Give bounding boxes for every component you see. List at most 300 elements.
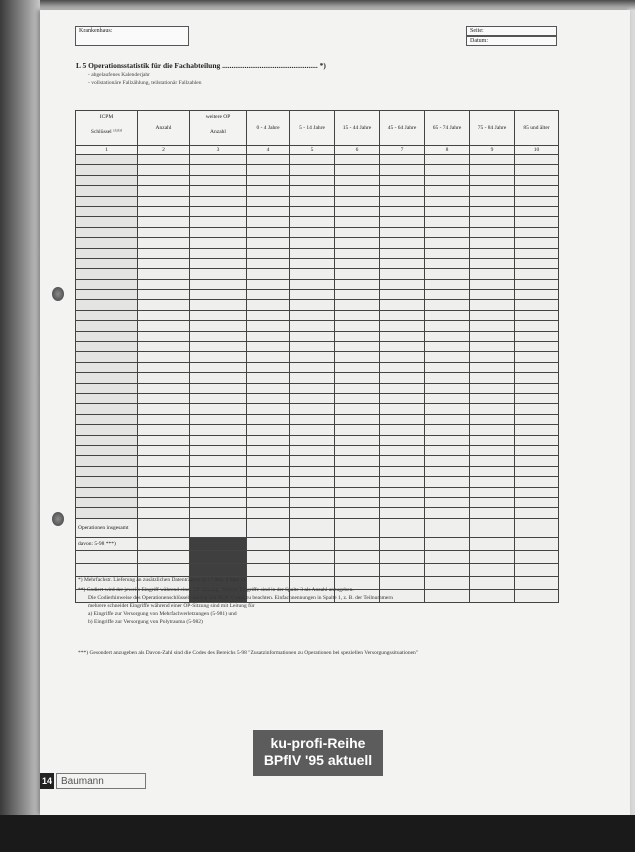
table-cell[interactable] xyxy=(76,300,138,310)
table-cell[interactable] xyxy=(76,279,138,289)
table-cell[interactable] xyxy=(470,155,515,165)
table-cell[interactable] xyxy=(138,196,190,206)
table-cell[interactable] xyxy=(138,435,190,445)
table-cell[interactable] xyxy=(138,279,190,289)
table-cell[interactable] xyxy=(290,414,335,424)
table-cell[interactable] xyxy=(515,290,559,300)
table-cell[interactable] xyxy=(380,290,425,300)
table-cell[interactable] xyxy=(76,425,138,435)
table-cell[interactable] xyxy=(425,477,470,487)
table-cell[interactable] xyxy=(515,196,559,206)
table-cell[interactable] xyxy=(515,537,559,550)
table-cell[interactable] xyxy=(335,248,380,258)
table-cell[interactable] xyxy=(335,300,380,310)
table-cell[interactable] xyxy=(290,279,335,289)
table-cell[interactable] xyxy=(515,342,559,352)
table-cell[interactable] xyxy=(190,290,247,300)
table-cell[interactable] xyxy=(380,537,425,550)
table-cell[interactable] xyxy=(247,206,290,216)
table-cell[interactable] xyxy=(290,196,335,206)
table-cell[interactable] xyxy=(290,269,335,279)
table-cell[interactable] xyxy=(335,435,380,445)
table-cell[interactable] xyxy=(335,155,380,165)
table-cell[interactable] xyxy=(190,404,247,414)
table-cell[interactable] xyxy=(425,331,470,341)
table-cell[interactable] xyxy=(425,576,470,589)
table-cell[interactable] xyxy=(335,383,380,393)
table-cell[interactable] xyxy=(76,362,138,372)
table-cell[interactable] xyxy=(190,279,247,289)
table-cell[interactable] xyxy=(515,352,559,362)
table-cell[interactable] xyxy=(290,290,335,300)
table-cell[interactable] xyxy=(425,404,470,414)
table-cell[interactable] xyxy=(247,300,290,310)
table-cell[interactable] xyxy=(290,456,335,466)
table-cell[interactable] xyxy=(380,445,425,455)
table-cell[interactable] xyxy=(425,373,470,383)
table-cell[interactable] xyxy=(425,487,470,497)
table-cell[interactable] xyxy=(425,352,470,362)
table-cell[interactable] xyxy=(138,445,190,455)
table-cell[interactable] xyxy=(290,310,335,320)
table-cell[interactable] xyxy=(380,404,425,414)
table-cell[interactable] xyxy=(335,258,380,268)
table-cell[interactable] xyxy=(290,258,335,268)
table-cell[interactable] xyxy=(76,165,138,175)
table-cell[interactable] xyxy=(470,186,515,196)
table-cell[interactable] xyxy=(247,290,290,300)
table-cell[interactable] xyxy=(76,487,138,497)
table-cell[interactable] xyxy=(470,206,515,216)
table-cell[interactable] xyxy=(190,217,247,227)
table-cell[interactable] xyxy=(190,445,247,455)
table-cell[interactable] xyxy=(335,186,380,196)
table-cell[interactable] xyxy=(247,435,290,445)
table-cell[interactable] xyxy=(138,404,190,414)
table-cell[interactable] xyxy=(470,269,515,279)
table-cell[interactable] xyxy=(515,576,559,589)
table-cell[interactable] xyxy=(470,248,515,258)
table-cell[interactable] xyxy=(290,321,335,331)
table-cell[interactable] xyxy=(247,342,290,352)
table-cell[interactable] xyxy=(515,175,559,185)
table-cell[interactable] xyxy=(190,373,247,383)
table-cell[interactable] xyxy=(290,362,335,372)
table-cell[interactable] xyxy=(190,362,247,372)
table-cell[interactable] xyxy=(335,477,380,487)
table-cell[interactable] xyxy=(425,238,470,248)
table-cell[interactable] xyxy=(190,238,247,248)
table-cell[interactable] xyxy=(515,186,559,196)
table-cell[interactable] xyxy=(515,248,559,258)
table-cell[interactable] xyxy=(290,537,335,550)
table-cell[interactable] xyxy=(247,456,290,466)
table-cell[interactable] xyxy=(76,342,138,352)
table-cell[interactable] xyxy=(190,196,247,206)
table-cell[interactable] xyxy=(380,186,425,196)
table-cell[interactable] xyxy=(247,155,290,165)
table-cell[interactable] xyxy=(76,175,138,185)
table-cell[interactable] xyxy=(425,537,470,550)
table-cell[interactable] xyxy=(335,563,380,576)
table-cell[interactable] xyxy=(470,435,515,445)
table-cell[interactable] xyxy=(290,165,335,175)
table-cell[interactable] xyxy=(515,550,559,563)
table-cell[interactable] xyxy=(425,290,470,300)
table-cell[interactable] xyxy=(335,393,380,403)
table-cell[interactable] xyxy=(247,383,290,393)
table-cell[interactable] xyxy=(425,362,470,372)
table-cell[interactable] xyxy=(290,466,335,476)
table-cell[interactable] xyxy=(470,217,515,227)
table-cell[interactable] xyxy=(190,466,247,476)
table-cell[interactable] xyxy=(190,321,247,331)
table-cell[interactable] xyxy=(138,362,190,372)
table-cell[interactable] xyxy=(425,321,470,331)
table-cell[interactable] xyxy=(470,342,515,352)
table-cell[interactable] xyxy=(425,435,470,445)
table-cell[interactable] xyxy=(335,518,380,537)
table-cell[interactable] xyxy=(190,383,247,393)
table-cell[interactable] xyxy=(380,435,425,445)
table-cell[interactable] xyxy=(470,331,515,341)
table-cell[interactable] xyxy=(76,466,138,476)
table-cell[interactable] xyxy=(76,331,138,341)
table-cell[interactable] xyxy=(380,487,425,497)
table-cell[interactable] xyxy=(247,466,290,476)
table-cell[interactable] xyxy=(425,445,470,455)
table-cell[interactable] xyxy=(138,248,190,258)
table-cell[interactable] xyxy=(290,206,335,216)
table-cell[interactable] xyxy=(425,300,470,310)
table-cell[interactable] xyxy=(425,518,470,537)
table-cell[interactable] xyxy=(380,477,425,487)
table-cell[interactable] xyxy=(190,518,247,537)
hospital-field[interactable] xyxy=(75,26,189,46)
table-cell[interactable] xyxy=(76,248,138,258)
table-cell[interactable] xyxy=(380,331,425,341)
table-cell[interactable] xyxy=(515,321,559,331)
table-cell[interactable] xyxy=(335,238,380,248)
table-cell[interactable] xyxy=(76,508,138,518)
table-cell[interactable] xyxy=(76,238,138,248)
table-cell[interactable] xyxy=(76,445,138,455)
table-cell[interactable] xyxy=(470,425,515,435)
table-cell[interactable] xyxy=(380,165,425,175)
table-cell[interactable] xyxy=(290,186,335,196)
table-cell[interactable] xyxy=(380,279,425,289)
table-cell[interactable] xyxy=(247,227,290,237)
table-cell[interactable] xyxy=(76,404,138,414)
table-cell[interactable] xyxy=(76,373,138,383)
table-cell[interactable] xyxy=(247,248,290,258)
table-cell[interactable] xyxy=(138,331,190,341)
table-cell[interactable] xyxy=(290,518,335,537)
table-cell[interactable] xyxy=(290,300,335,310)
table-cell[interactable] xyxy=(470,550,515,563)
table-cell[interactable] xyxy=(335,508,380,518)
table-cell[interactable] xyxy=(190,477,247,487)
table-cell[interactable] xyxy=(515,373,559,383)
table-cell[interactable] xyxy=(515,206,559,216)
table-cell[interactable] xyxy=(190,508,247,518)
table-cell[interactable] xyxy=(380,258,425,268)
table-cell[interactable] xyxy=(290,331,335,341)
table-cell[interactable] xyxy=(335,279,380,289)
table-cell[interactable] xyxy=(290,445,335,455)
table-cell[interactable] xyxy=(247,321,290,331)
table-cell[interactable] xyxy=(290,175,335,185)
table-cell[interactable] xyxy=(335,206,380,216)
table-cell[interactable] xyxy=(290,217,335,227)
table-cell[interactable] xyxy=(380,155,425,165)
table-cell[interactable] xyxy=(380,175,425,185)
table-cell[interactable] xyxy=(190,310,247,320)
table-cell[interactable] xyxy=(138,352,190,362)
table-cell[interactable] xyxy=(138,258,190,268)
table-cell[interactable] xyxy=(138,269,190,279)
table-cell[interactable] xyxy=(425,342,470,352)
table-cell[interactable] xyxy=(380,352,425,362)
table-cell[interactable] xyxy=(425,393,470,403)
table-cell[interactable] xyxy=(470,196,515,206)
table-cell[interactable] xyxy=(247,217,290,227)
table-cell[interactable] xyxy=(290,508,335,518)
table-cell[interactable] xyxy=(138,456,190,466)
table-cell[interactable] xyxy=(515,279,559,289)
table-cell[interactable] xyxy=(515,310,559,320)
table-cell[interactable] xyxy=(425,466,470,476)
table-cell[interactable] xyxy=(76,497,138,507)
table-cell[interactable] xyxy=(425,456,470,466)
table-cell[interactable] xyxy=(138,383,190,393)
table-cell[interactable] xyxy=(138,508,190,518)
table-cell[interactable] xyxy=(470,456,515,466)
table-cell[interactable] xyxy=(290,477,335,487)
table-cell[interactable] xyxy=(470,487,515,497)
table-cell[interactable] xyxy=(290,248,335,258)
table-cell[interactable] xyxy=(515,414,559,424)
table-cell[interactable] xyxy=(247,550,290,563)
table-cell[interactable] xyxy=(138,321,190,331)
table-cell[interactable] xyxy=(190,352,247,362)
table-cell[interactable] xyxy=(380,425,425,435)
table-cell[interactable] xyxy=(290,352,335,362)
table-cell[interactable] xyxy=(470,290,515,300)
table-cell[interactable] xyxy=(380,196,425,206)
table-cell[interactable] xyxy=(380,497,425,507)
table-cell[interactable] xyxy=(515,456,559,466)
table-cell[interactable] xyxy=(515,269,559,279)
table-cell[interactable] xyxy=(425,175,470,185)
table-cell[interactable] xyxy=(470,279,515,289)
table-cell[interactable] xyxy=(515,362,559,372)
table-cell[interactable] xyxy=(190,393,247,403)
table-cell[interactable] xyxy=(190,487,247,497)
table-cell[interactable] xyxy=(470,445,515,455)
table-cell[interactable] xyxy=(515,466,559,476)
table-cell[interactable] xyxy=(190,175,247,185)
table-cell[interactable] xyxy=(190,425,247,435)
table-cell[interactable] xyxy=(335,175,380,185)
table-cell[interactable] xyxy=(470,576,515,589)
table-cell[interactable] xyxy=(247,238,290,248)
table-cell[interactable] xyxy=(76,269,138,279)
table-cell[interactable] xyxy=(515,165,559,175)
table-cell[interactable] xyxy=(470,373,515,383)
table-cell[interactable] xyxy=(247,445,290,455)
table-cell[interactable] xyxy=(425,497,470,507)
table-cell[interactable] xyxy=(470,352,515,362)
table-cell[interactable] xyxy=(335,342,380,352)
table-cell[interactable] xyxy=(247,186,290,196)
table-cell[interactable] xyxy=(138,290,190,300)
table-cell[interactable] xyxy=(138,414,190,424)
table-cell[interactable] xyxy=(425,227,470,237)
table-cell[interactable] xyxy=(335,497,380,507)
table-cell[interactable] xyxy=(247,404,290,414)
table-cell[interactable] xyxy=(138,497,190,507)
table-cell[interactable] xyxy=(515,155,559,165)
table-cell[interactable] xyxy=(335,414,380,424)
table-cell[interactable] xyxy=(138,165,190,175)
table-cell[interactable] xyxy=(425,383,470,393)
table-cell[interactable] xyxy=(138,550,190,563)
table-cell[interactable] xyxy=(425,414,470,424)
table-cell[interactable] xyxy=(138,487,190,497)
table-cell[interactable] xyxy=(190,227,247,237)
table-cell[interactable] xyxy=(190,497,247,507)
table-cell[interactable] xyxy=(138,563,190,576)
table-cell[interactable] xyxy=(138,518,190,537)
table-cell[interactable] xyxy=(515,393,559,403)
table-cell[interactable] xyxy=(247,331,290,341)
table-cell[interactable] xyxy=(380,466,425,476)
table-cell[interactable] xyxy=(138,477,190,487)
table-cell[interactable] xyxy=(380,321,425,331)
table-cell[interactable] xyxy=(247,373,290,383)
table-cell[interactable] xyxy=(425,196,470,206)
table-cell[interactable] xyxy=(190,165,247,175)
table-cell[interactable] xyxy=(138,393,190,403)
table-cell[interactable] xyxy=(76,196,138,206)
table-cell[interactable] xyxy=(138,300,190,310)
table-cell[interactable] xyxy=(380,342,425,352)
table-cell[interactable] xyxy=(425,206,470,216)
table-cell[interactable] xyxy=(290,373,335,383)
table-cell[interactable] xyxy=(190,186,247,196)
table-cell[interactable] xyxy=(425,248,470,258)
table-cell[interactable] xyxy=(380,248,425,258)
table-cell[interactable] xyxy=(290,425,335,435)
table-cell[interactable] xyxy=(335,445,380,455)
table-cell[interactable] xyxy=(76,290,138,300)
table-cell[interactable] xyxy=(76,477,138,487)
table-cell[interactable] xyxy=(335,321,380,331)
table-cell[interactable] xyxy=(335,269,380,279)
table-cell[interactable] xyxy=(190,435,247,445)
table-cell[interactable] xyxy=(335,217,380,227)
table-cell[interactable] xyxy=(138,186,190,196)
table-cell[interactable] xyxy=(76,217,138,227)
table-cell[interactable] xyxy=(247,393,290,403)
table-cell[interactable] xyxy=(380,414,425,424)
table-cell[interactable] xyxy=(335,165,380,175)
table-cell[interactable] xyxy=(76,310,138,320)
table-cell[interactable] xyxy=(515,258,559,268)
table-cell[interactable] xyxy=(425,165,470,175)
table-cell[interactable] xyxy=(247,518,290,537)
table-cell[interactable] xyxy=(380,563,425,576)
table-cell[interactable] xyxy=(335,290,380,300)
table-cell[interactable] xyxy=(380,269,425,279)
table-cell[interactable] xyxy=(425,589,470,602)
table-cell[interactable] xyxy=(190,206,247,216)
table-cell[interactable] xyxy=(380,206,425,216)
table-cell[interactable] xyxy=(247,310,290,320)
table-cell[interactable] xyxy=(470,238,515,248)
table-cell[interactable] xyxy=(335,550,380,563)
table-cell[interactable] xyxy=(138,206,190,216)
table-cell[interactable] xyxy=(76,393,138,403)
table-cell[interactable] xyxy=(470,477,515,487)
table-cell[interactable] xyxy=(138,155,190,165)
table-cell[interactable] xyxy=(290,404,335,414)
table-cell[interactable] xyxy=(76,258,138,268)
table-cell[interactable] xyxy=(515,435,559,445)
table-cell[interactable] xyxy=(425,563,470,576)
table-cell[interactable] xyxy=(470,518,515,537)
table-cell[interactable] xyxy=(76,227,138,237)
table-cell[interactable] xyxy=(335,196,380,206)
table-cell[interactable] xyxy=(138,175,190,185)
table-cell[interactable] xyxy=(515,589,559,602)
table-cell[interactable] xyxy=(380,310,425,320)
table-cell[interactable] xyxy=(335,456,380,466)
table-cell[interactable] xyxy=(380,373,425,383)
table-cell[interactable] xyxy=(515,217,559,227)
table-cell[interactable] xyxy=(515,445,559,455)
table-cell[interactable] xyxy=(335,487,380,497)
table-cell[interactable] xyxy=(425,269,470,279)
table-cell[interactable] xyxy=(290,342,335,352)
table-cell[interactable] xyxy=(335,404,380,414)
table-cell[interactable] xyxy=(247,508,290,518)
table-cell[interactable] xyxy=(247,477,290,487)
table-cell[interactable] xyxy=(470,393,515,403)
table-cell[interactable] xyxy=(470,508,515,518)
table-cell[interactable] xyxy=(138,238,190,248)
table-cell[interactable] xyxy=(470,563,515,576)
table-cell[interactable] xyxy=(335,352,380,362)
table-cell[interactable] xyxy=(76,550,138,563)
table-cell[interactable] xyxy=(247,352,290,362)
table-cell[interactable] xyxy=(380,456,425,466)
table-cell[interactable] xyxy=(515,300,559,310)
table-cell[interactable] xyxy=(76,352,138,362)
table-cell[interactable] xyxy=(290,238,335,248)
table-cell[interactable] xyxy=(190,414,247,424)
table-cell[interactable] xyxy=(190,342,247,352)
table-cell[interactable] xyxy=(470,321,515,331)
table-cell[interactable] xyxy=(380,300,425,310)
table-cell[interactable] xyxy=(515,404,559,414)
table-cell[interactable] xyxy=(380,508,425,518)
table-cell[interactable] xyxy=(247,269,290,279)
table-cell[interactable] xyxy=(76,435,138,445)
table-cell[interactable] xyxy=(515,383,559,393)
table-cell[interactable] xyxy=(138,466,190,476)
